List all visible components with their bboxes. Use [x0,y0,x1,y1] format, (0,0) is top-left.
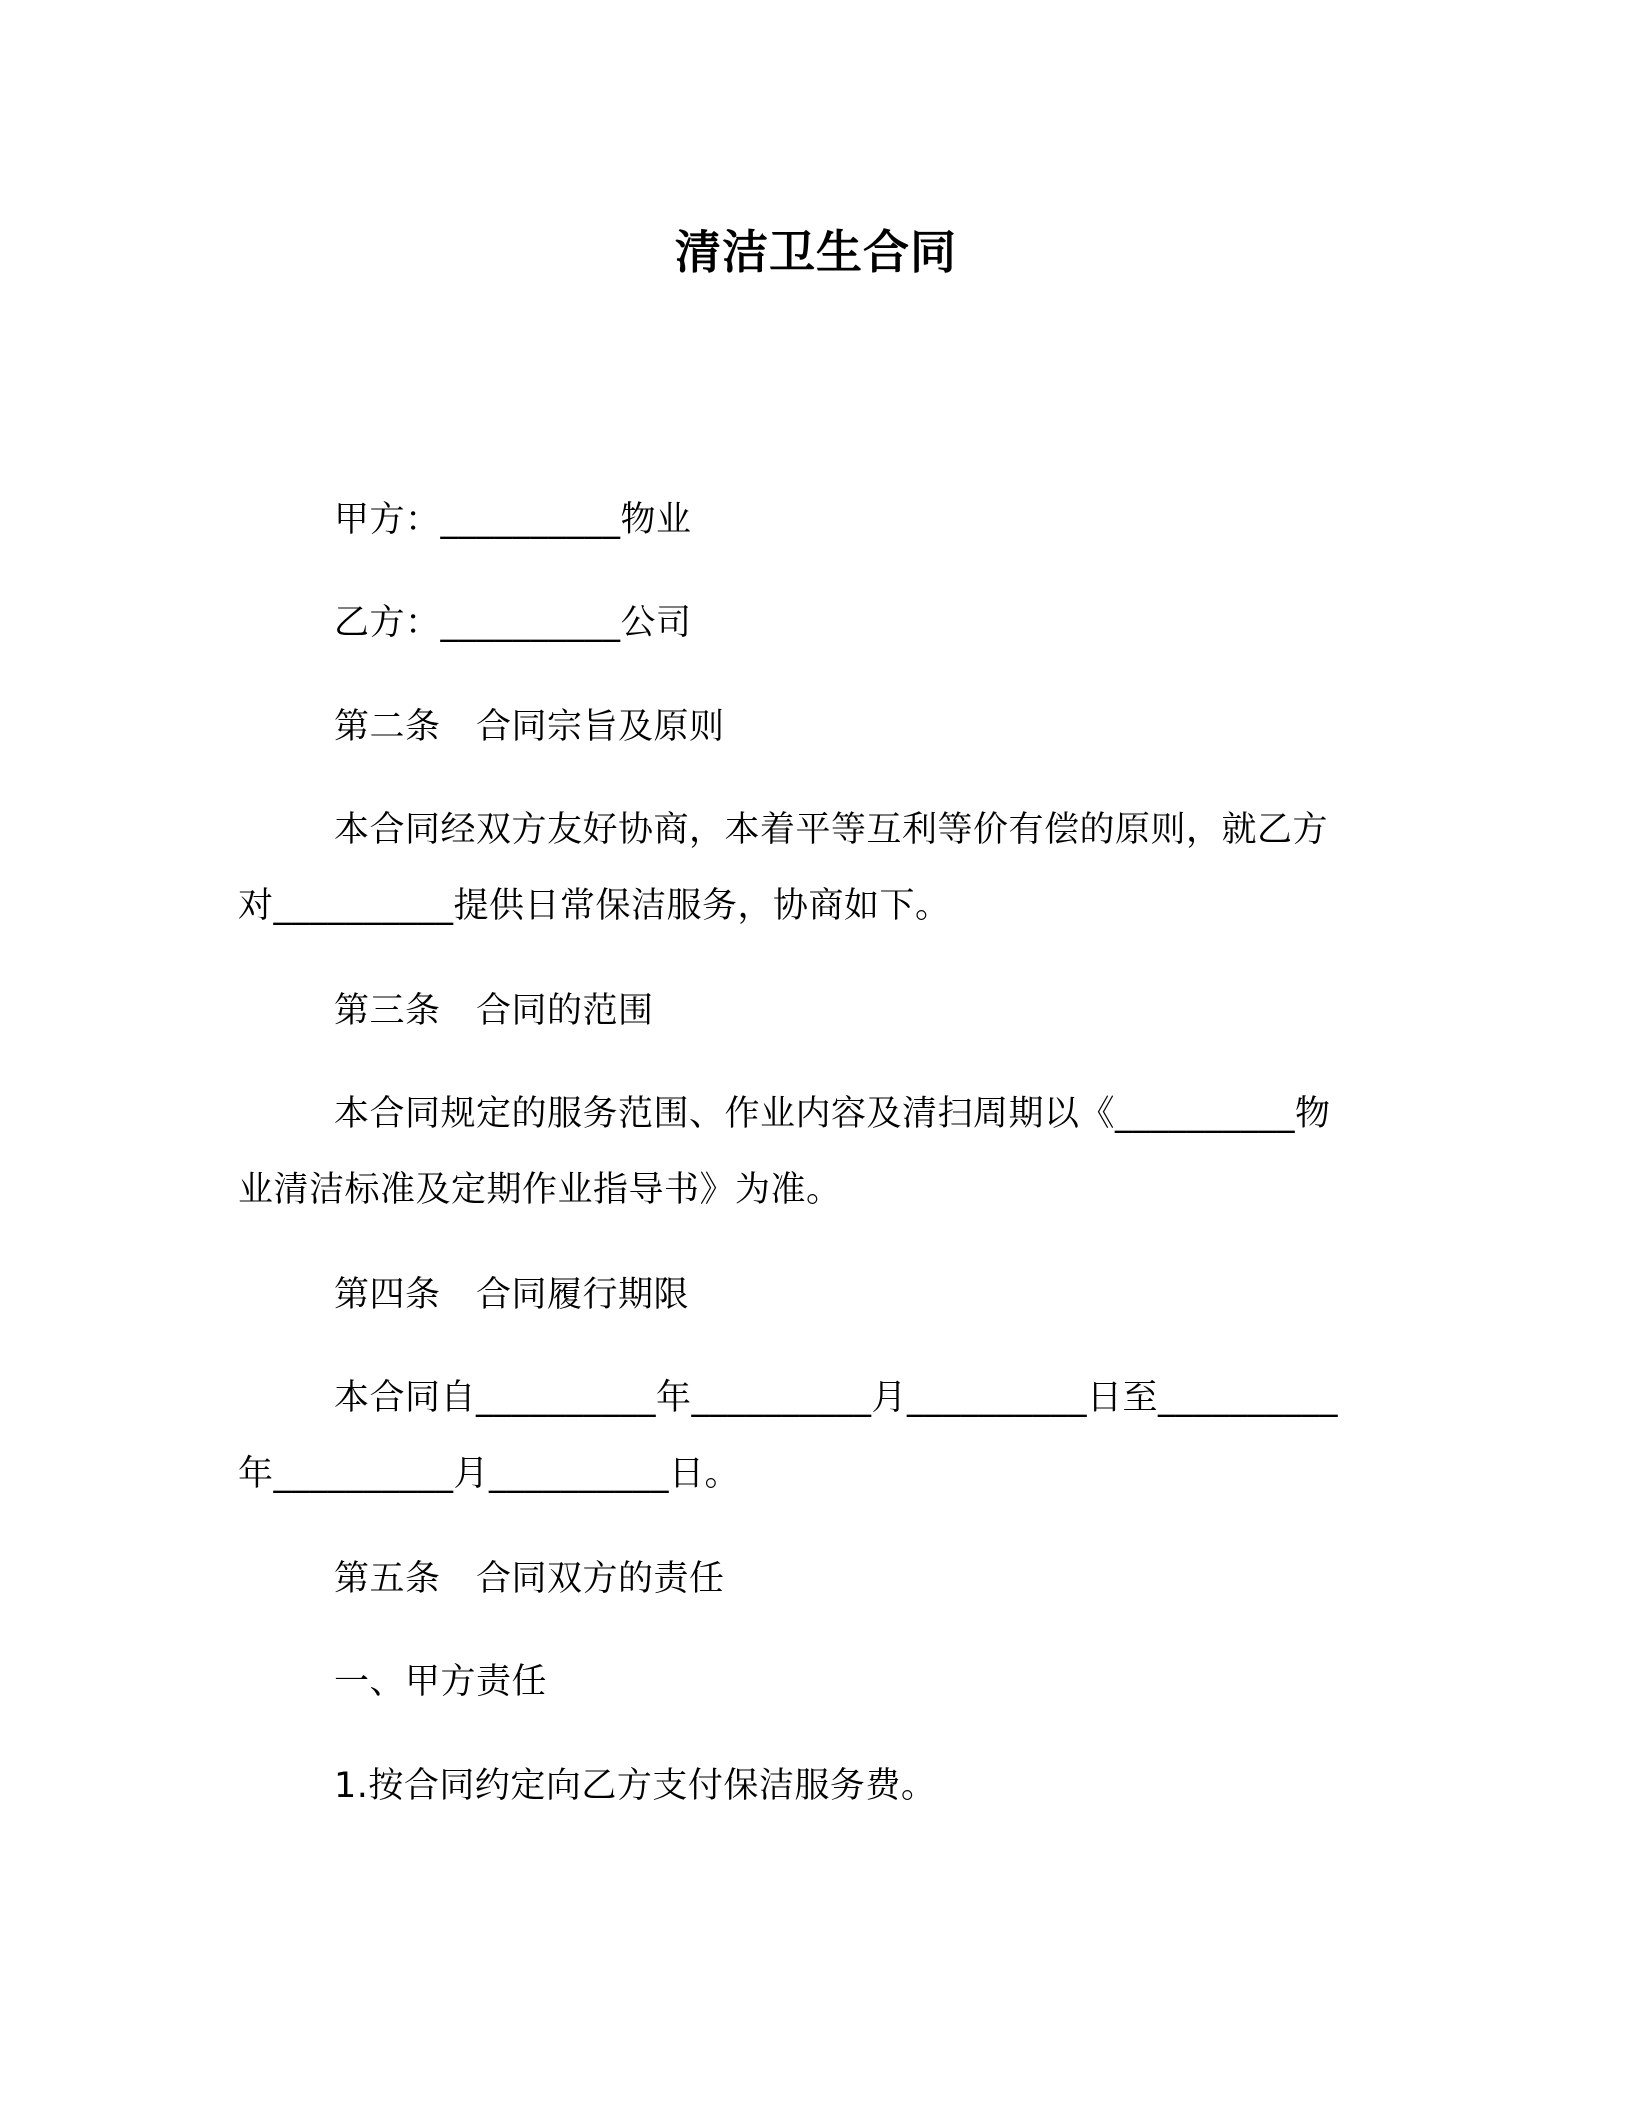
party-a-duty-1: 1.按合同约定向乙方支付保洁服务费。 [334,1766,937,1806]
document-title: 清洁卫生合同 [675,225,957,279]
article-3-text-line-2: 业清洁标准及定期作业指导书》为准。 [238,1170,842,1210]
article-4-heading: 第四条 合同履行期限 [334,1275,690,1315]
article-4-text-line-1: 本合同自__________年__________月__________日至__________ [334,1378,1339,1418]
party-a-duties-heading: 一、甲方责任 [334,1662,548,1702]
article-2-text-line-2: 对__________提供日常保洁服务，协商如下。 [238,886,951,926]
article-3-heading: 第三条 合同的范围 [334,991,654,1031]
party-a-line: 甲方：__________物业 [334,500,692,540]
article-2-heading: 第二条 合同宗旨及原则 [334,707,725,747]
article-4-text-line-2: 年__________月__________日。 [238,1454,741,1494]
article-2-text-line-1: 本合同经双方友好协商，本着平等互利等价有偿的原则，就乙方 [334,810,1329,850]
article-3-text-line-1: 本合同规定的服务范围、作业内容及清扫周期以《__________物 [334,1094,1331,1134]
article-5-heading: 第五条 合同双方的责任 [334,1559,725,1599]
party-b-line: 乙方：__________公司 [334,603,692,643]
